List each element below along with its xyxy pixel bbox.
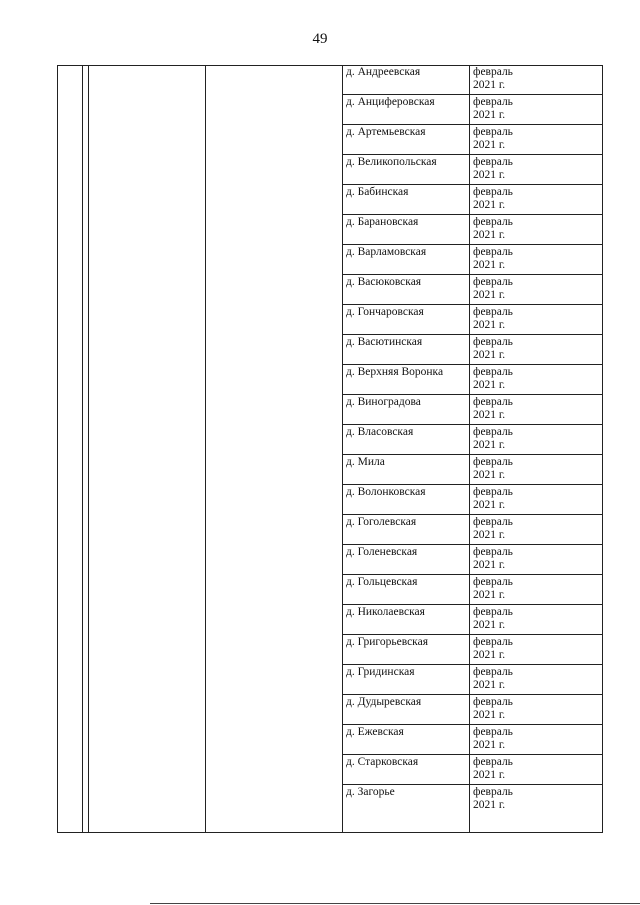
schedule-year: 2021 г. bbox=[473, 349, 506, 361]
schedule-month: февраль bbox=[473, 276, 513, 288]
settlement-name: д. Голеневская bbox=[346, 546, 418, 558]
table-row bbox=[342, 515, 603, 545]
settlement-name: д. Бабинская bbox=[346, 186, 409, 198]
schedule-date bbox=[473, 66, 601, 92]
schedule-year: 2021 г. bbox=[473, 709, 506, 721]
table-row bbox=[342, 185, 603, 215]
schedule-year: 2021 г. bbox=[473, 229, 506, 241]
settlement-name: д. Дудыревская bbox=[346, 696, 422, 708]
schedule-year: 2021 г. bbox=[473, 799, 506, 811]
schedule-month: февраль bbox=[473, 336, 513, 348]
schedule-date bbox=[473, 666, 601, 692]
settlement-name: д. Старковская bbox=[346, 756, 419, 768]
settlement-name: д. Гридинская bbox=[346, 666, 415, 678]
table-row bbox=[342, 365, 603, 395]
schedule-date bbox=[473, 126, 601, 152]
schedule-year: 2021 г. bbox=[473, 409, 506, 421]
schedule-month: февраль bbox=[473, 636, 513, 648]
settlement-name: д. Гоголевская bbox=[346, 516, 417, 528]
schedule-month: февраль bbox=[473, 606, 513, 618]
schedule-month: февраль bbox=[473, 546, 513, 558]
schedule-month: февраль bbox=[473, 426, 513, 438]
schedule-month: февраль bbox=[473, 456, 513, 468]
settlement-name: д. Андреевская bbox=[346, 66, 421, 78]
table-row bbox=[342, 545, 603, 575]
schedule-month: февраль bbox=[473, 666, 513, 678]
schedule-date bbox=[473, 306, 601, 332]
table-row bbox=[342, 335, 603, 365]
schedule-date bbox=[473, 696, 601, 722]
table-row bbox=[342, 725, 603, 755]
schedule-year: 2021 г. bbox=[473, 649, 506, 661]
table-row bbox=[342, 755, 603, 785]
table-row bbox=[342, 395, 603, 425]
schedule-year: 2021 г. bbox=[473, 529, 506, 541]
schedule-date bbox=[473, 426, 601, 452]
column-divider bbox=[57, 65, 58, 833]
schedule-date bbox=[473, 396, 601, 422]
schedule-date bbox=[473, 756, 601, 782]
schedule-year: 2021 г. bbox=[473, 289, 506, 301]
schedule-month: февраль bbox=[473, 156, 513, 168]
schedule-year: 2021 г. bbox=[473, 109, 506, 121]
settlement-name: д. Великопольская bbox=[346, 156, 437, 168]
page-number: 49 bbox=[312, 31, 328, 47]
table-row bbox=[342, 695, 603, 725]
schedule-month: февраль bbox=[473, 576, 513, 588]
schedule-year: 2021 г. bbox=[473, 79, 506, 91]
schedule-year: 2021 г. bbox=[473, 469, 506, 481]
table-row bbox=[342, 245, 603, 275]
schedule-year: 2021 г. bbox=[473, 739, 506, 751]
column-divider bbox=[82, 65, 83, 833]
table-row bbox=[342, 305, 603, 335]
schedule-year: 2021 г. bbox=[473, 379, 506, 391]
schedule-date bbox=[473, 456, 601, 482]
schedule-date bbox=[473, 216, 601, 242]
schedule-date bbox=[473, 96, 601, 122]
schedule-year: 2021 г. bbox=[473, 499, 506, 511]
table-row bbox=[342, 665, 603, 695]
schedule-year: 2021 г. bbox=[473, 439, 506, 451]
schedule-month: февраль bbox=[473, 126, 513, 138]
table-row bbox=[342, 155, 603, 185]
column-divider bbox=[205, 65, 206, 833]
schedule-month: февраль bbox=[473, 306, 513, 318]
schedule-year: 2021 г. bbox=[473, 199, 506, 211]
schedule-year: 2021 г. bbox=[473, 619, 506, 631]
page-bottom-rule bbox=[150, 903, 640, 904]
settlement-name: д. Барановская bbox=[346, 216, 419, 228]
settlement-name: д. Васюковская bbox=[346, 276, 422, 288]
schedule-month: февраль bbox=[473, 786, 513, 798]
schedule-date bbox=[473, 576, 601, 602]
schedule-date bbox=[473, 516, 601, 542]
table-rows bbox=[342, 65, 603, 833]
table-row bbox=[342, 455, 603, 485]
schedule-date bbox=[473, 546, 601, 572]
schedule-month: февраль bbox=[473, 726, 513, 738]
table-row bbox=[342, 65, 603, 95]
table-row bbox=[342, 635, 603, 665]
settlement-name: д. Верхняя Воронка bbox=[346, 366, 444, 378]
table-row bbox=[342, 275, 603, 305]
schedule-date bbox=[473, 636, 601, 662]
schedule-date bbox=[473, 276, 601, 302]
settlement-name: д. Васютинская bbox=[346, 336, 423, 348]
schedule-date bbox=[473, 786, 601, 812]
settlement-name: д. Григорьевская bbox=[346, 636, 428, 648]
schedule-date bbox=[473, 606, 601, 632]
schedule-year: 2021 г. bbox=[473, 679, 506, 691]
schedule-year: 2021 г. bbox=[473, 169, 506, 181]
table-row bbox=[342, 95, 603, 125]
schedule-year: 2021 г. bbox=[473, 589, 506, 601]
schedule-year: 2021 г. bbox=[473, 319, 506, 331]
column-divider bbox=[88, 65, 89, 833]
table-row bbox=[342, 575, 603, 605]
schedule-month: февраль bbox=[473, 216, 513, 228]
schedule-month: февраль bbox=[473, 516, 513, 528]
settlement-name: д. Гольцевская bbox=[346, 576, 418, 588]
schedule-date bbox=[473, 486, 601, 512]
table-row bbox=[342, 785, 603, 830]
settlement-name: д. Анциферовская bbox=[346, 96, 435, 108]
schedule-date bbox=[473, 336, 601, 362]
schedule-month: февраль bbox=[473, 366, 513, 378]
schedule-month: февраль bbox=[473, 756, 513, 768]
table-row bbox=[342, 605, 603, 635]
settlement-name: д. Гончаровская bbox=[346, 306, 424, 318]
schedule-year: 2021 г. bbox=[473, 259, 506, 271]
schedule-month: февраль bbox=[473, 696, 513, 708]
schedule-month: февраль bbox=[473, 246, 513, 258]
settlements-table bbox=[57, 65, 603, 833]
schedule-year: 2021 г. bbox=[473, 559, 506, 571]
table-row bbox=[342, 125, 603, 155]
schedule-year: 2021 г. bbox=[473, 139, 506, 151]
schedule-month: февраль bbox=[473, 486, 513, 498]
settlement-name: д. Николаевская bbox=[346, 606, 425, 618]
settlement-name: д. Власовская bbox=[346, 426, 414, 438]
schedule-month: февраль bbox=[473, 186, 513, 198]
settlement-name: д. Загорье bbox=[346, 786, 395, 798]
table-row bbox=[342, 215, 603, 245]
schedule-month: февраль bbox=[473, 396, 513, 408]
settlement-name: д. Варламовская bbox=[346, 246, 427, 258]
schedule-date bbox=[473, 186, 601, 212]
table-row bbox=[342, 485, 603, 515]
settlement-name: д. Ежевская bbox=[346, 726, 404, 738]
settlement-name: д. Мила bbox=[346, 456, 385, 468]
schedule-date bbox=[473, 246, 601, 272]
schedule-year: 2021 г. bbox=[473, 769, 506, 781]
schedule-month: февраль bbox=[473, 66, 513, 78]
table-row bbox=[342, 425, 603, 455]
schedule-month: февраль bbox=[473, 96, 513, 108]
settlement-name: д. Виноградова bbox=[346, 396, 421, 408]
schedule-date bbox=[473, 156, 601, 182]
settlement-name: д. Волонковская bbox=[346, 486, 426, 498]
schedule-date bbox=[473, 726, 601, 752]
schedule-date bbox=[473, 366, 601, 392]
settlement-name: д. Артемьевская bbox=[346, 126, 426, 138]
